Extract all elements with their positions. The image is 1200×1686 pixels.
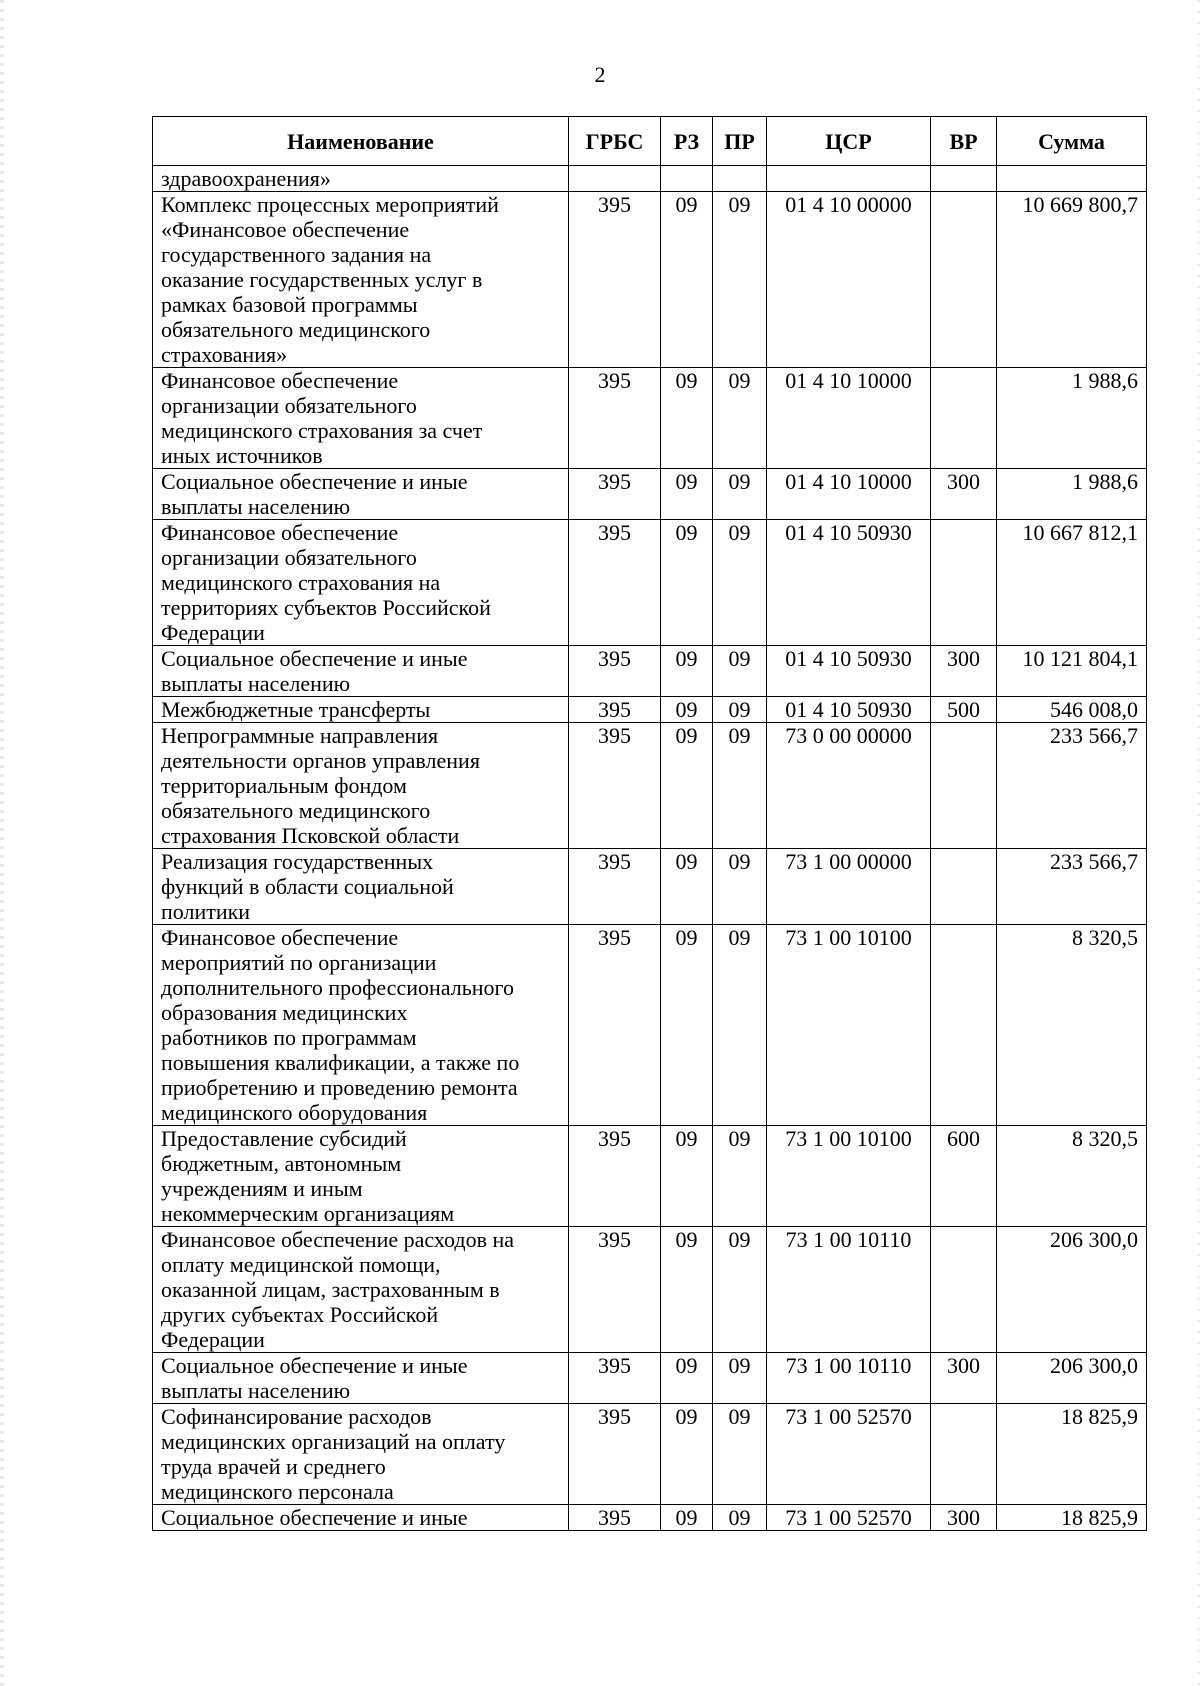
header-pr: ПР [713,117,767,166]
cell-rz: 09 [661,520,713,646]
table-row [153,1126,1147,1227]
cell-sum: 10 667 812,1 [997,520,1147,646]
header-vr: ВР [931,117,997,166]
cell-vr [931,925,997,1126]
cell-grbs: 395 [569,192,661,368]
cell-pr: 09 [713,723,767,849]
cell-vr [931,723,997,849]
cell-vr [931,192,997,368]
table-row [153,723,1147,849]
cell-rz: 09 [661,1126,713,1227]
cell-csr: 73 1 00 00000 [767,849,931,925]
cell-pr: 09 [713,469,767,520]
cell-rz: 09 [661,368,713,469]
table-row [153,1227,1147,1353]
cell-rz: 09 [661,1404,713,1505]
header-sum: Сумма [997,117,1147,166]
cell-pr: 09 [713,646,767,697]
cell-grbs: 395 [569,1404,661,1505]
cell-grbs: 395 [569,697,661,723]
cell-vr [931,1404,997,1505]
table-row [153,1404,1147,1505]
cell-grbs: 395 [569,723,661,849]
cell-pr: 09 [713,368,767,469]
cell-grbs: 395 [569,925,661,1126]
cell-sum: 8 320,5 [997,925,1147,1126]
cell-grbs [569,166,661,192]
cell-grbs: 395 [569,1505,661,1531]
cell-pr: 09 [713,1404,767,1505]
cell-csr: 73 1 00 10100 [767,1126,931,1227]
cell-vr: 600 [931,1126,997,1227]
cell-name: Непрограммные направления деятельности органов управления территориальным фондом обязательного медицинского страхования Псковской области [153,723,569,849]
cell-sum: 1 988,6 [997,469,1147,520]
cell-grbs: 395 [569,646,661,697]
cell-sum [997,166,1147,192]
cell-pr: 09 [713,849,767,925]
header-grbs: ГРБС [569,117,661,166]
cell-rz: 09 [661,192,713,368]
cell-name: Реализация государственных функций в области социальной политики [153,849,569,925]
cell-grbs: 395 [569,368,661,469]
cell-vr: 500 [931,697,997,723]
cell-pr: 09 [713,1505,767,1531]
cell-rz: 09 [661,697,713,723]
table-row [153,1505,1147,1531]
cell-pr: 09 [713,1126,767,1227]
cell-name: Предоставление субсидий бюджетным, автономным учреждениям и иным некоммерческим организациям [153,1126,569,1227]
cell-grbs: 395 [569,1227,661,1353]
cell-pr: 09 [713,925,767,1126]
cell-rz: 09 [661,723,713,849]
cell-sum: 233 566,7 [997,849,1147,925]
cell-vr [931,520,997,646]
cell-vr: 300 [931,1353,997,1404]
cell-vr [931,368,997,469]
cell-sum: 546 008,0 [997,697,1147,723]
cell-csr: 01 4 10 10000 [767,368,931,469]
cell-grbs: 395 [569,1126,661,1227]
cell-sum: 18 825,9 [997,1505,1147,1531]
table-row [153,697,1147,723]
cell-csr: 01 4 10 50930 [767,697,931,723]
page-number: 2 [594,62,606,87]
header-name: Наименование [153,117,569,166]
cell-csr [767,166,931,192]
cell-sum: 8 320,5 [997,1126,1147,1227]
cell-grbs: 395 [569,1353,661,1404]
table-row [153,192,1147,368]
cell-sum: 206 300,0 [997,1227,1147,1353]
cell-vr: 300 [931,469,997,520]
cell-vr [931,166,997,192]
table-row [153,1353,1147,1404]
table-row [153,368,1147,469]
cell-name: здравоохранения» [153,166,569,192]
cell-pr: 09 [713,1227,767,1353]
cell-rz: 09 [661,646,713,697]
cell-sum: 10 669 800,7 [997,192,1147,368]
table-row [153,849,1147,925]
scan-edge-left [0,0,4,1686]
header-rz: РЗ [661,117,713,166]
cell-pr: 09 [713,1353,767,1404]
cell-sum: 18 825,9 [997,1404,1147,1505]
cell-csr: 73 0 00 00000 [767,723,931,849]
budget-table [152,116,1147,1531]
cell-name: Финансовое обеспечение организации обязательного медицинского страхования за счет иных источников [153,368,569,469]
cell-sum: 206 300,0 [997,1353,1147,1404]
cell-csr: 01 4 10 10000 [767,469,931,520]
table-body [153,166,1147,1531]
cell-csr: 73 1 00 10100 [767,925,931,1126]
header-csr: ЦСР [767,117,931,166]
cell-rz [661,166,713,192]
cell-name: Финансовое обеспечение расходов на оплату медицинской помощи, оказанной лицам, застрахованным в других субъектах Российской Федерации [153,1227,569,1353]
cell-csr: 01 4 10 50930 [767,646,931,697]
cell-csr: 73 1 00 10110 [767,1353,931,1404]
cell-csr: 01 4 10 00000 [767,192,931,368]
cell-grbs: 395 [569,469,661,520]
table-header-row [153,117,1147,166]
cell-csr: 01 4 10 50930 [767,520,931,646]
cell-name: Софинансирование расходов медицинских организаций на оплату труда врачей и среднего медицинского персонала [153,1404,569,1505]
cell-grbs: 395 [569,520,661,646]
cell-pr [713,166,767,192]
table-row [153,469,1147,520]
cell-pr: 09 [713,520,767,646]
cell-name: Социальное обеспечение и иные выплаты населению [153,469,569,520]
table-row [153,925,1147,1126]
table-row [153,166,1147,192]
cell-vr: 300 [931,646,997,697]
cell-pr: 09 [713,192,767,368]
cell-name: Социальное обеспечение и иные выплаты населению [153,1353,569,1404]
cell-rz: 09 [661,925,713,1126]
cell-sum: 10 121 804,1 [997,646,1147,697]
cell-rz: 09 [661,1505,713,1531]
cell-csr: 73 1 00 10110 [767,1227,931,1353]
cell-name: Межбюджетные трансферты [153,697,569,723]
cell-name: Комплекс процессных мероприятий «Финансовое обеспечение государственного задания на оказание государственных услуг в рамках базовой программы обязательного медицинского страхования» [153,192,569,368]
cell-csr: 73 1 00 52570 [767,1404,931,1505]
cell-rz: 09 [661,849,713,925]
table-row [153,646,1147,697]
cell-grbs: 395 [569,849,661,925]
cell-vr: 300 [931,1505,997,1531]
cell-rz: 09 [661,1227,713,1353]
cell-sum: 1 988,6 [997,368,1147,469]
cell-vr [931,849,997,925]
cell-rz: 09 [661,469,713,520]
cell-name: Финансовое обеспечение мероприятий по организации дополнительного профессионального образования медицинских работников по программам повышения квалификации, а также по приобретению и проведению ремонта медицинского оборудования [153,925,569,1126]
cell-csr: 73 1 00 52570 [767,1505,931,1531]
cell-name: Финансовое обеспечение организации обязательного медицинского страхования на территориях субъектов Российской Федерации [153,520,569,646]
cell-pr: 09 [713,697,767,723]
cell-rz: 09 [661,1353,713,1404]
table-row [153,520,1147,646]
cell-name: Социальное обеспечение и иные выплаты населению [153,646,569,697]
cell-sum: 233 566,7 [997,723,1147,849]
cell-vr [931,1227,997,1353]
cell-name: Социальное обеспечение и иные [153,1505,569,1531]
